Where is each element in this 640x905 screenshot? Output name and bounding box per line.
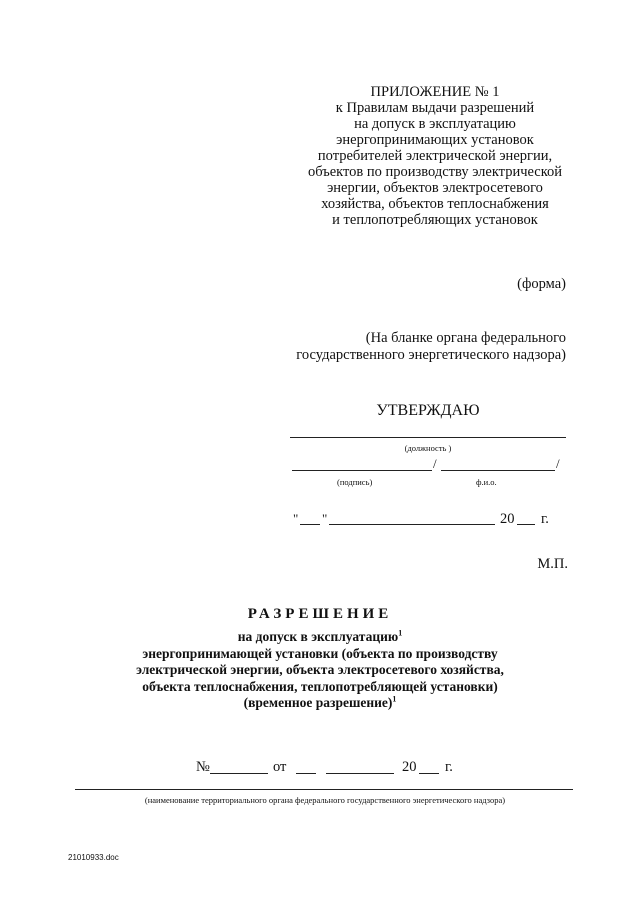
permit-line-4: объекта теплоснабжения, теплопотребляющей установки) — [142, 678, 498, 694]
appendix-line: хозяйства, объектов теплоснабжения — [321, 196, 549, 212]
date-day-line — [300, 524, 320, 525]
appendix-line: к Правилам выдачи разрешений — [335, 100, 535, 116]
letterhead-line-2: государственного энергетического надзора) — [296, 347, 566, 363]
appendix-line: потребителей электрической энергии, — [317, 148, 553, 164]
letterhead-note — [270, 330, 566, 364]
name-field-line — [441, 470, 555, 471]
day-field-line — [296, 773, 316, 774]
appendix-title: ПРИЛОЖЕНИЕ № 1 — [370, 84, 500, 100]
position-field-line — [290, 437, 566, 438]
date-year-line — [517, 524, 535, 525]
position-caption: (должность ) — [404, 443, 452, 453]
file-name: 21010933.doc — [68, 853, 119, 862]
org-name-caption: (наименование территориального органа федерального государственного энергетического надзора) — [144, 795, 506, 805]
date-open-quote: " — [293, 511, 299, 526]
signature-field-line — [292, 470, 432, 471]
number-field-line — [210, 773, 268, 774]
letterhead-line-1: (На бланке органа федерального — [365, 330, 566, 346]
footnote-ref-2: 1 — [392, 694, 397, 704]
name-slash: / — [556, 456, 560, 471]
appendix-line: на допуск в эксплуатацию — [354, 116, 516, 132]
permit-subtitle — [60, 629, 580, 712]
date-year-suffix: г. — [541, 511, 549, 527]
approval-title: УТВЕРЖДАЮ — [376, 402, 480, 419]
year-suffix: г. — [445, 759, 453, 775]
date-month-line — [329, 524, 495, 525]
date-close-quote: " — [322, 511, 328, 526]
org-name-line — [75, 789, 573, 790]
appendix-line: энергии, объектов электросетевого — [327, 180, 543, 196]
footnote-ref-1: 1 — [398, 628, 403, 638]
permit-line-3: электрической энергии, объекта электросетевого хозяйства, — [136, 662, 504, 677]
appendix-line: объектов по производству электрической — [307, 164, 563, 180]
appendix-line: энергопринимающих установок — [336, 132, 534, 148]
date-year-prefix: 20 — [500, 511, 515, 527]
number-label: № — [196, 759, 210, 775]
permit-line-5: (временное разрешение) — [243, 695, 393, 710]
year-prefix: 20 — [402, 759, 417, 775]
from-label: от — [273, 759, 287, 775]
signature-slash: / — [433, 456, 437, 471]
permit-line-1: на допуск в эксплуатацию — [237, 629, 399, 644]
form-label: (форма) — [517, 276, 566, 292]
month-field-line — [326, 773, 394, 774]
seal-mark: М.П. — [537, 556, 568, 572]
permit-title: РАЗРЕШЕНИЕ — [247, 606, 393, 622]
appendix-line: и теплопотребляющих установок — [332, 212, 538, 228]
permit-line-2: энергопринимающей установки (объекта по производству — [142, 645, 498, 661]
signature-caption: (подпись) — [337, 477, 373, 487]
year-field-line — [419, 773, 439, 774]
appendix-header — [270, 84, 600, 228]
name-caption: ф.и.о. — [476, 477, 497, 487]
